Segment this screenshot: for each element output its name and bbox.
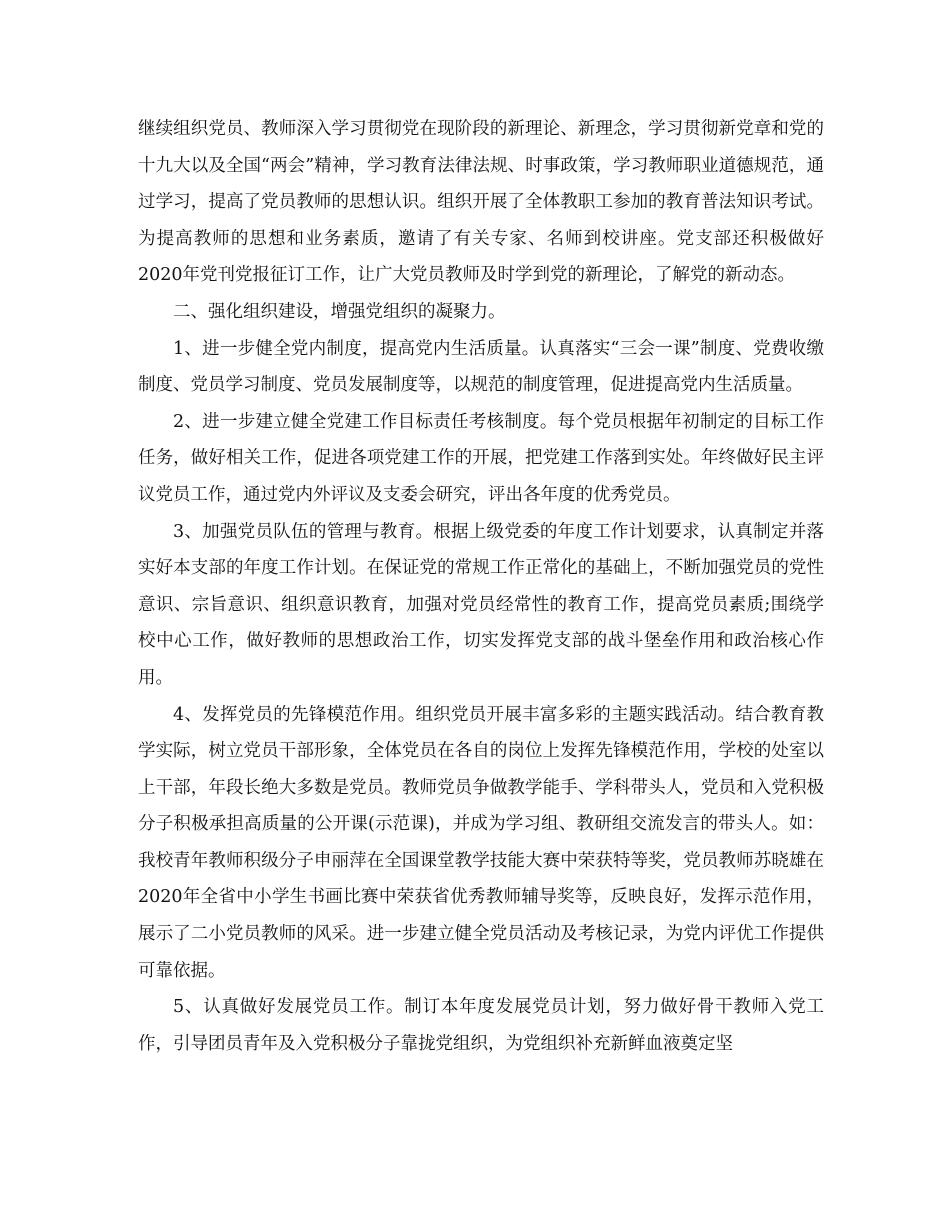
paragraph-item-4: 4、发挥党员的先锋模范作用。组织党员开展丰富多彩的主题实践活动。结合教育教学实际，树立党员干部形象，全体党员在各自的岗位上发挥先锋模范作用，学校的处室以上干部，年段长绝大多数是党员。教师党员争做教学能手、学科带头人，党员和入党积极分子积极承担高质量的公开课(示范课)，并成为学习组、教研组交流发言的带头人。如：我校青年教师积级分子申丽萍在全国课堂教学技能大赛中荣获特等奖，党员教师苏晓雄在2020年全省中小学生书画比赛中荣获省优秀教师辅导奖等，反映良好，发挥示范作用，展示了二小党员教师的风采。进一步建立健全党员活动及考核记录，为党内评优工作提供可靠依据。	[138, 704, 824, 981]
paragraph-item-2: 2、进一步建立健全党建工作目标责任考核制度。每个党员根据年初制定的目标工作任务，做好相关工作，促进各项党建工作的开展，把党建工作落到实处。年终做好民主评议党员工作，通过党内外评议及支委会研究，评出各年度的优秀党员。	[138, 411, 824, 505]
paragraph-item-5: 5、认真做好发展党员工作。制订本年度发展党员计划，努力做好骨干教师入党工作，引导团员青年及入党积极分子靠拢党组织，为党组织补充新鲜血液奠定坚	[138, 997, 824, 1054]
paragraph-item-1: 1、进一步健全党内制度，提高党内生活质量。认真落实“三会一课”制度、党费收缴制度、党员学习制度、党员发展制度等，以规范的制度管理，促进提高党内生活质量。	[138, 338, 824, 396]
paragraph-item-3: 3、加强党员队伍的管理与教育。根据上级党委的年度工作计划要求，认真制定并落实好本支部的年度工作计划。在保证党的常规工作正常化的基础上，不断加强党员的党性意识、宗旨意识、组织意识教育，加强对党员经常性的教育工作，提高党员素质;围绕学校中心工作，做好教师的思想政治工作，切实发挥党支部的战斗堡垒作用和政治核心作用。	[138, 521, 824, 688]
document-body	[138, 111, 824, 1062]
paragraph-continuation: 继续组织党员、教师深入学习贯彻党在现阶段的新理论、新理念，学习贯彻新党章和党的十九大以及全国“两会”精神，学习教育法律法规、时事政策，学习教师职业道德规范，通过学习，提高了党员教师的思想认识。组织开展了全体教职工参加的教育普法知识考试。为提高教师的思想和业务素质，邀请了有关专家、名师到校讲座。党支部还积极做好2020年党刊党报征订工作，让广大党员教师及时学到党的新理论，了解党的新动态。	[138, 119, 824, 286]
section-heading: 二、强化组织建设，增强党组织的凝聚力。	[173, 301, 506, 322]
